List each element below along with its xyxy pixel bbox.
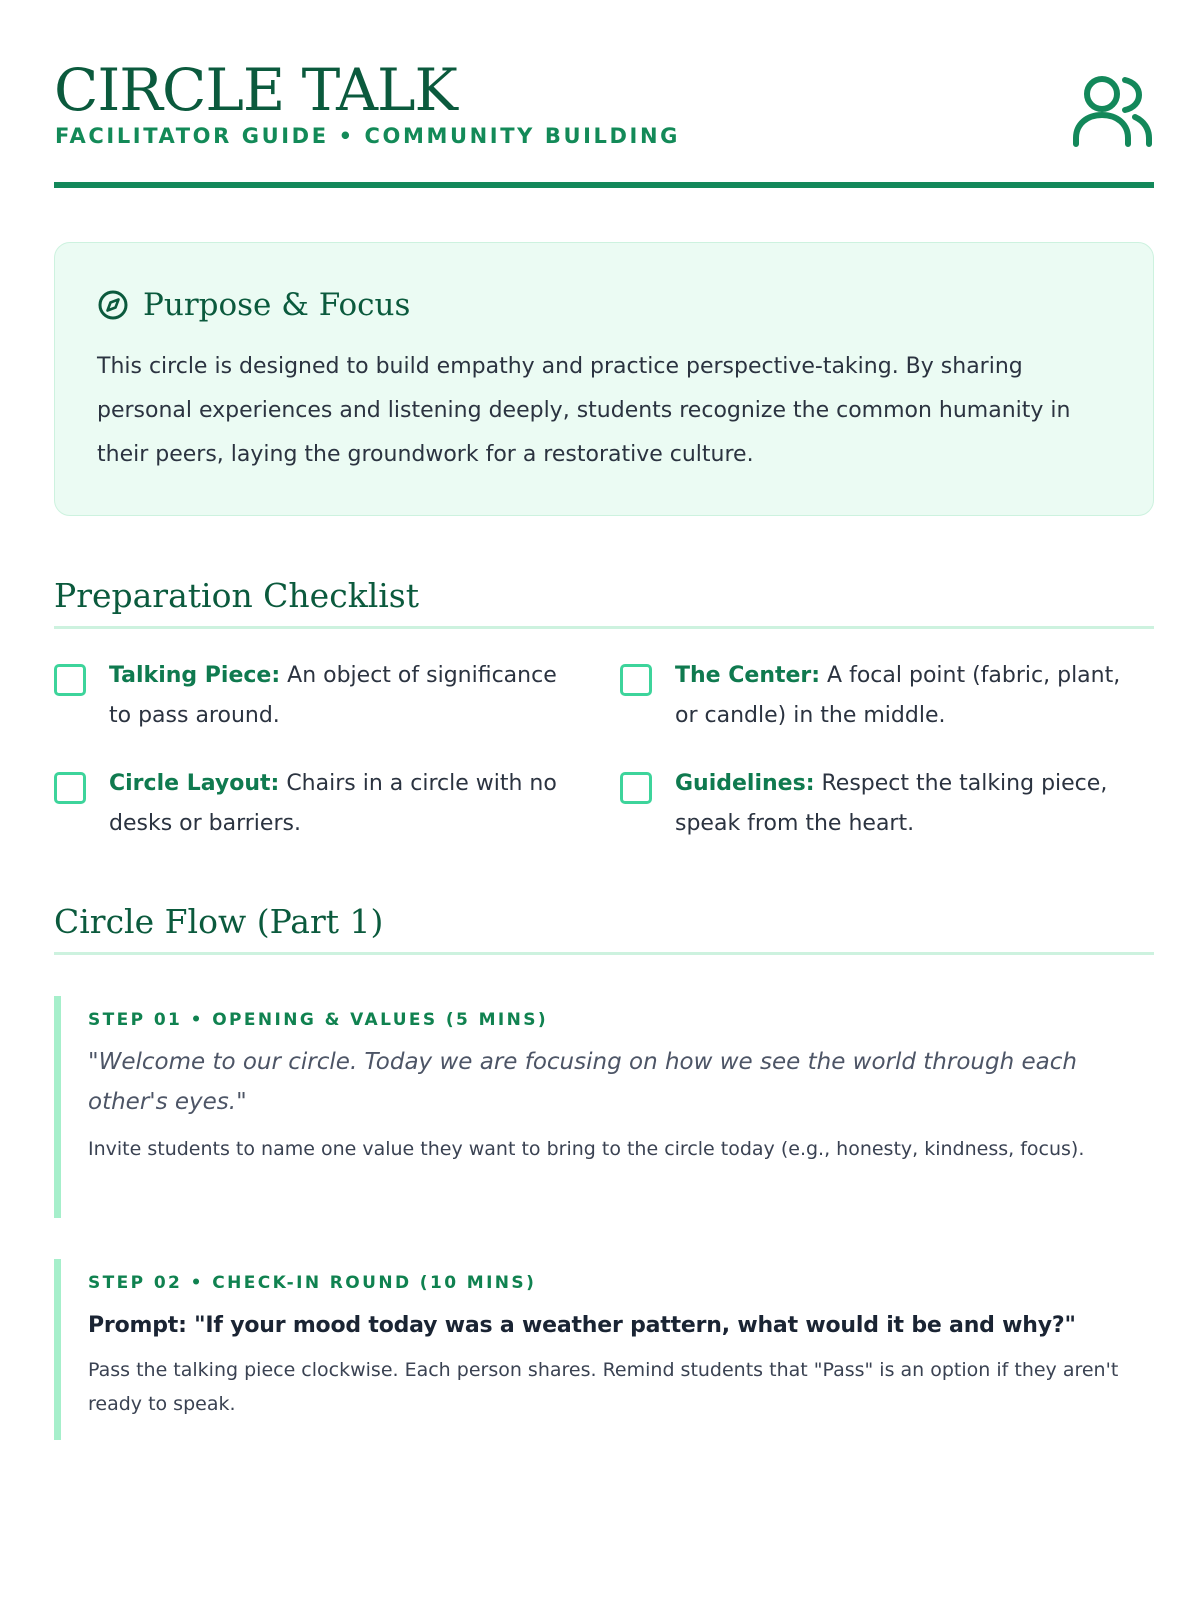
checkbox[interactable] [54,664,86,696]
checkbox[interactable] [620,664,652,696]
checklist-item-text [109,656,569,736]
step-note: Invite students to name one value they want to bring to the circle today (e.g., honesty, kindness, focus). [88,1138,1085,1160]
checklist-item-label: Talking Piece: [109,663,281,688]
step-note: Pass the talking piece clockwise. Each person shares. Remind students that "Pass" is an option if they aren't ready to speak. [88,1359,1119,1415]
checklist-item-label: The Center: [675,663,821,688]
checklist-item-text [675,764,1135,844]
purpose-card [54,242,1154,516]
checklist-item-description: Respect the talking piece, speak from the heart. [675,771,1108,836]
step-label: STEP 01 • OPENING & VALUES (5 MINS) [88,1010,549,1030]
header-divider [54,182,1154,188]
step-card-check-in [54,1259,1154,1440]
flow-title: Circle Flow (Part 1) [54,902,384,941]
checklist-item-text [675,656,1135,736]
purpose-title: Purpose & Focus [143,287,411,323]
step-prompt: Prompt: "If your mood today was a weather pattern, what would it be and why?" [88,1313,1076,1338]
checkbox[interactable] [54,772,86,804]
checklist-divider [54,626,1154,629]
page-header [54,54,1154,188]
step-label: STEP 02 • CHECK-IN ROUND (10 MINS) [88,1273,537,1293]
users-icon [1072,74,1154,148]
checklist-item-text [109,764,569,844]
checklist-title: Preparation Checklist [54,576,419,615]
checklist-item-description: Chairs in a circle with no desks or barriers. [109,771,557,836]
purpose-text: This circle is designed to build empathy and practice perspective-taking. By sharing personal experiences and listening deeply, students recognize the common humanity in their peers, laying the groundwork for a restorative culture. [97,354,1071,467]
checklist-item-label: Circle Layout: [109,771,280,796]
step-quote: "Welcome to our circle. Today we are focusing on how we see the world through each other's eyes." [88,1049,1077,1115]
flow-divider [54,952,1154,955]
checkbox[interactable] [620,772,652,804]
checklist-item-label: Guidelines: [675,771,815,796]
checklist-item-description: A focal point (fabric, plant, or candle) in the middle. [675,663,1121,728]
compass-icon [97,289,129,321]
step-card-opening [54,996,1154,1218]
checklist-item-description: An object of significance to pass around. [109,663,557,728]
page-subtitle: FACILITATOR GUIDE • COMMUNITY BUILDING [55,124,680,148]
page-title: CIRCLE TALK [54,56,457,124]
